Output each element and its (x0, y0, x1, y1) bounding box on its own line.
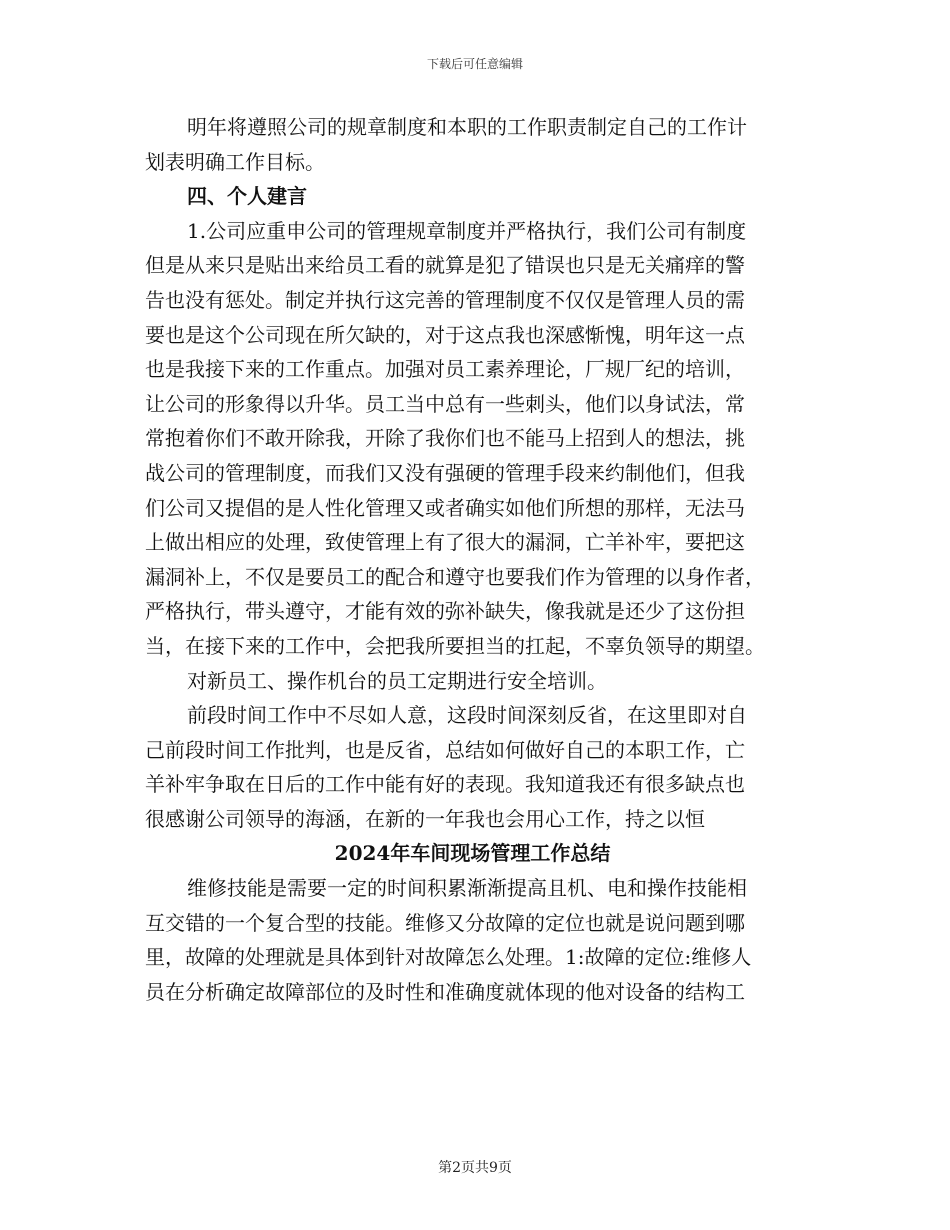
text-line: 己前段时间工作批判，也是反省，总结如何做好自己的本职工作，亡 (145, 737, 745, 762)
text-line: 很感谢公司领导的海涵，在新的一年我也会用心工作，持之以恒 (145, 806, 705, 831)
paragraph-suggestions (145, 214, 800, 664)
text-line: 严格执行，带头遵守，才能有效的弥补缺失，像我就是还少了这份担 (145, 599, 745, 624)
paragraph-reflection (145, 698, 800, 836)
text-line: 划表明确工作目标。 (145, 149, 325, 174)
text-line: 前段时间工作中不尽如人意，这段时间深刻反省，在这里即对自 (187, 703, 747, 728)
document-title: 2024年车间现场管理工作总结 (334, 841, 611, 866)
text-line: 让公司的形象得以升华。员工当中总有一些刺头，他们以身试法，常 (145, 391, 745, 416)
text-line: 们公司又提倡的是人性化管理又或者确实如他们所想的那样，无法马 (145, 495, 745, 520)
text-line: 明年将遵照公司的规章制度和本职的工作职责制定自己的工作计 (187, 115, 747, 139)
page-header: 下载后可任意编辑 (426, 57, 523, 71)
text-line: 当，在接下来的工作中，会把我所要担当的扛起，不辜负领导的期望。 (145, 633, 765, 658)
text-line: 维修技能是需要一定的时间积累渐渐提高且机、电和操作技能相 (187, 876, 747, 901)
text-line: 也是我接下来的工作重点。加强对员工素养理论，厂规厂纪的培训， (145, 357, 745, 382)
text-line: 员在分析确定故障部位的及时性和准确度就体现的他对设备的结构工 (145, 979, 745, 1004)
text-line: 羊补牢争取在日后的工作中能有好的表现。我知道我还有很多缺点也 (145, 772, 745, 797)
text-line: 要也是这个公司现在所欠缺的，对于这点我也深感惭愧，明年这一点 (145, 322, 745, 347)
text-line: 对新员工、操作机台的员工定期进行安全培训。 (187, 668, 607, 693)
text-line: 里，故障的处理就是具体到针对故障怎么处理。1:故障的定位:维修人 (145, 945, 752, 970)
text-line: 常抱着你们不敢开除我，开除了我你们也不能马上招到人的想法，挑 (145, 426, 745, 451)
text-line: 但是从来只是贴出来给员工看的就算是犯了错误也只是无关痛痒的警 (145, 253, 745, 278)
text-line: 1.公司应重申公司的管理规章制度并严格执行，我们公司有制度 (187, 218, 747, 243)
paragraph-plan (145, 110, 800, 179)
page-number: 第2页共9页 (438, 1160, 512, 1176)
text-line: 互交错的一个复合型的技能。维修又分故障的定位也就是说问题到哪 (145, 910, 745, 935)
text-line: 漏洞补上，不仅是要员工的配合和遵守也要我们作为管理的以身作者， (145, 564, 765, 589)
text-line: 告也没有惩处。制定并执行这完善的管理制度不仅仅是管理人员的需 (145, 287, 745, 312)
paragraph-training (145, 664, 800, 699)
paragraph-maintenance (145, 871, 800, 1009)
text-line: 上做出相应的处理，致使管理上有了很大的漏洞，亡羊补牢，要把这 (145, 530, 745, 555)
document-body (145, 110, 800, 1009)
text-line: 战公司的管理制度，而我们又没有强硬的管理手段来约制他们，但我 (145, 460, 745, 485)
section-heading: 四、个人建言 (187, 184, 307, 209)
